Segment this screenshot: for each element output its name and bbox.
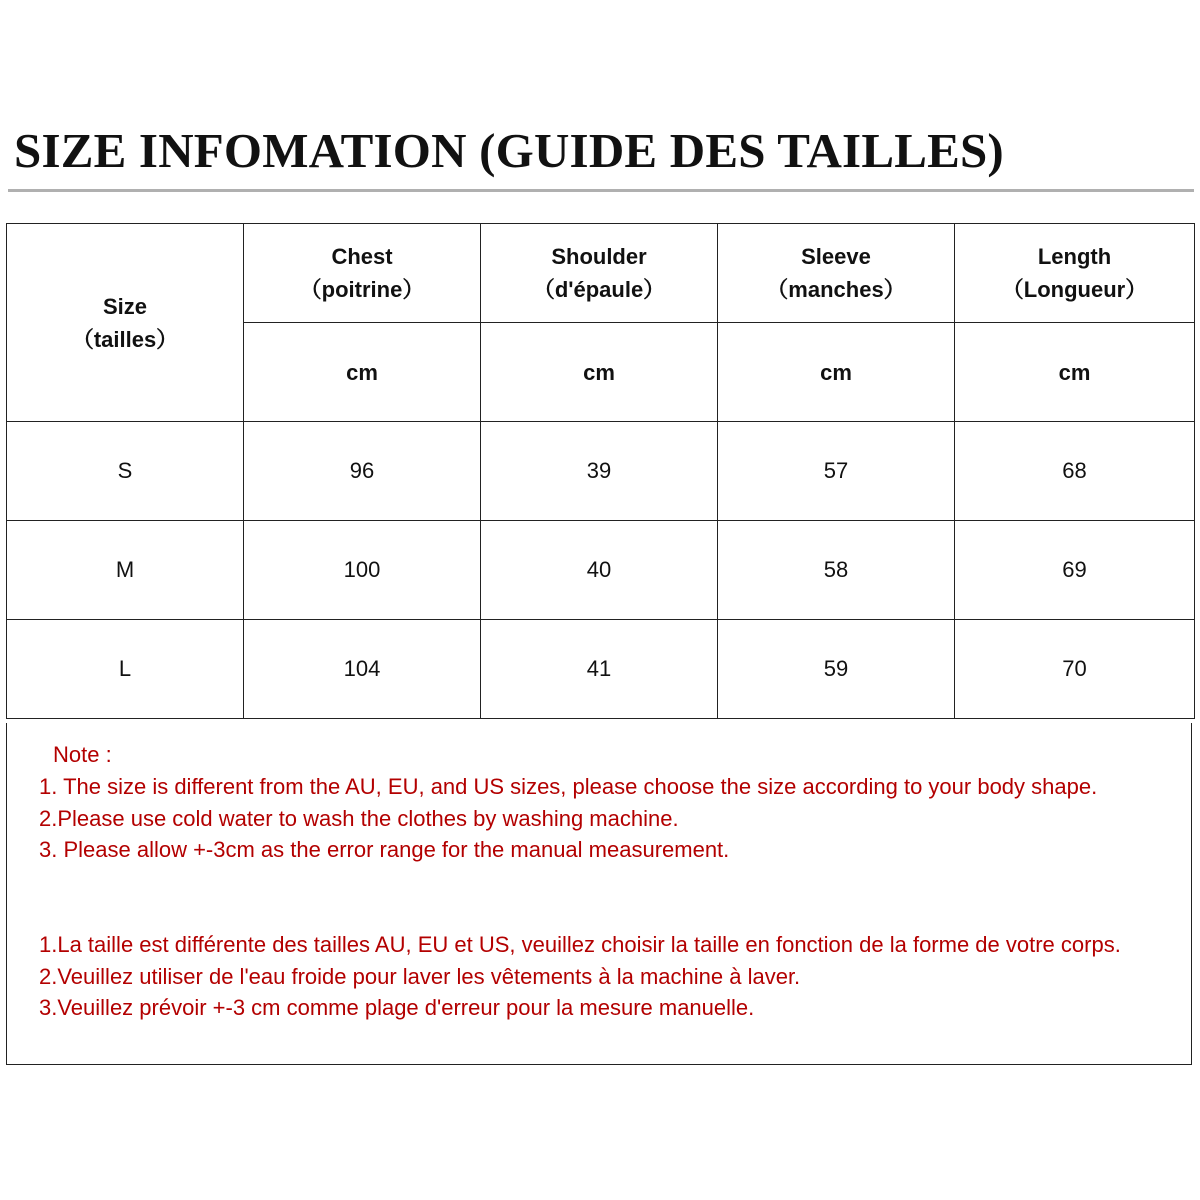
shoulder-cell: 39 [481, 422, 718, 521]
column-header-translation: （manches） [766, 277, 906, 302]
table-row [7, 620, 1195, 719]
note-item: 2.Veuillez utiliser de l'eau froide pour laver les vêtements à la machine à laver. [39, 963, 801, 989]
shoulder-cell: 41 [481, 620, 718, 719]
title-divider [8, 189, 1194, 192]
note-label: Note : [53, 742, 112, 767]
notes-box [6, 723, 1192, 1065]
table-row [7, 521, 1195, 620]
unit-cell: cm [481, 323, 718, 422]
column-header-label: Shoulder [551, 244, 647, 269]
size-cell: M [7, 521, 244, 620]
shoulder-cell: 40 [481, 521, 718, 620]
chest-cell: 104 [244, 620, 481, 719]
column-header-translation: （d'épaule） [532, 277, 666, 302]
size-table [6, 223, 1195, 719]
column-header-shoulder [481, 224, 718, 323]
note-item: 2.Please use cold water to wash the clothes by washing machine. [39, 805, 679, 831]
header-row [7, 224, 1195, 323]
french-notes [39, 929, 1175, 1024]
column-header-label: Sleeve [801, 244, 871, 269]
size-cell: L [7, 620, 244, 719]
sleeve-cell: 57 [718, 422, 955, 521]
length-cell: 69 [955, 521, 1195, 620]
unit-cell: cm [244, 323, 481, 422]
size-header-translation: （tailles） [71, 326, 179, 352]
size-header [7, 224, 244, 422]
column-header-sleeve [718, 224, 955, 323]
table-row [7, 422, 1195, 521]
sleeve-cell: 59 [718, 620, 955, 719]
length-cell: 70 [955, 620, 1195, 719]
page-title: SIZE INFOMATION (GUIDE DES TAILLES) [14, 123, 1004, 178]
size-header-label: Size [102, 293, 148, 319]
column-header-chest [244, 224, 481, 323]
chest-cell: 96 [244, 422, 481, 521]
unit-cell: cm [718, 323, 955, 422]
english-notes [39, 771, 1175, 866]
column-header-label: Chest [331, 244, 393, 269]
column-header-label: Length [1037, 244, 1112, 269]
note-item: 3. Please allow +-3cm as the error range for the manual measurement. [39, 837, 730, 862]
unit-cell: cm [955, 323, 1195, 422]
column-header-translation: （Longueur） [1001, 277, 1148, 302]
sleeve-cell: 58 [718, 521, 955, 620]
chest-cell: 100 [244, 521, 481, 620]
column-header-length [955, 224, 1195, 323]
note-item: 3.Veuillez prévoir +-3 cm comme plage d'erreur pour la mesure manuelle. [39, 995, 755, 1020]
column-header-translation: （poitrine） [299, 277, 425, 302]
note-item: 1.La taille est différente des tailles AU, EU et US, veuillez choisir la taille en fonction de la forme de votre corps. [39, 932, 1121, 957]
length-cell: 68 [955, 422, 1195, 521]
note-item: 1. The size is different from the AU, EU, and US sizes, please choose the size according to your body shape. [39, 774, 1098, 799]
size-cell: S [7, 422, 244, 521]
